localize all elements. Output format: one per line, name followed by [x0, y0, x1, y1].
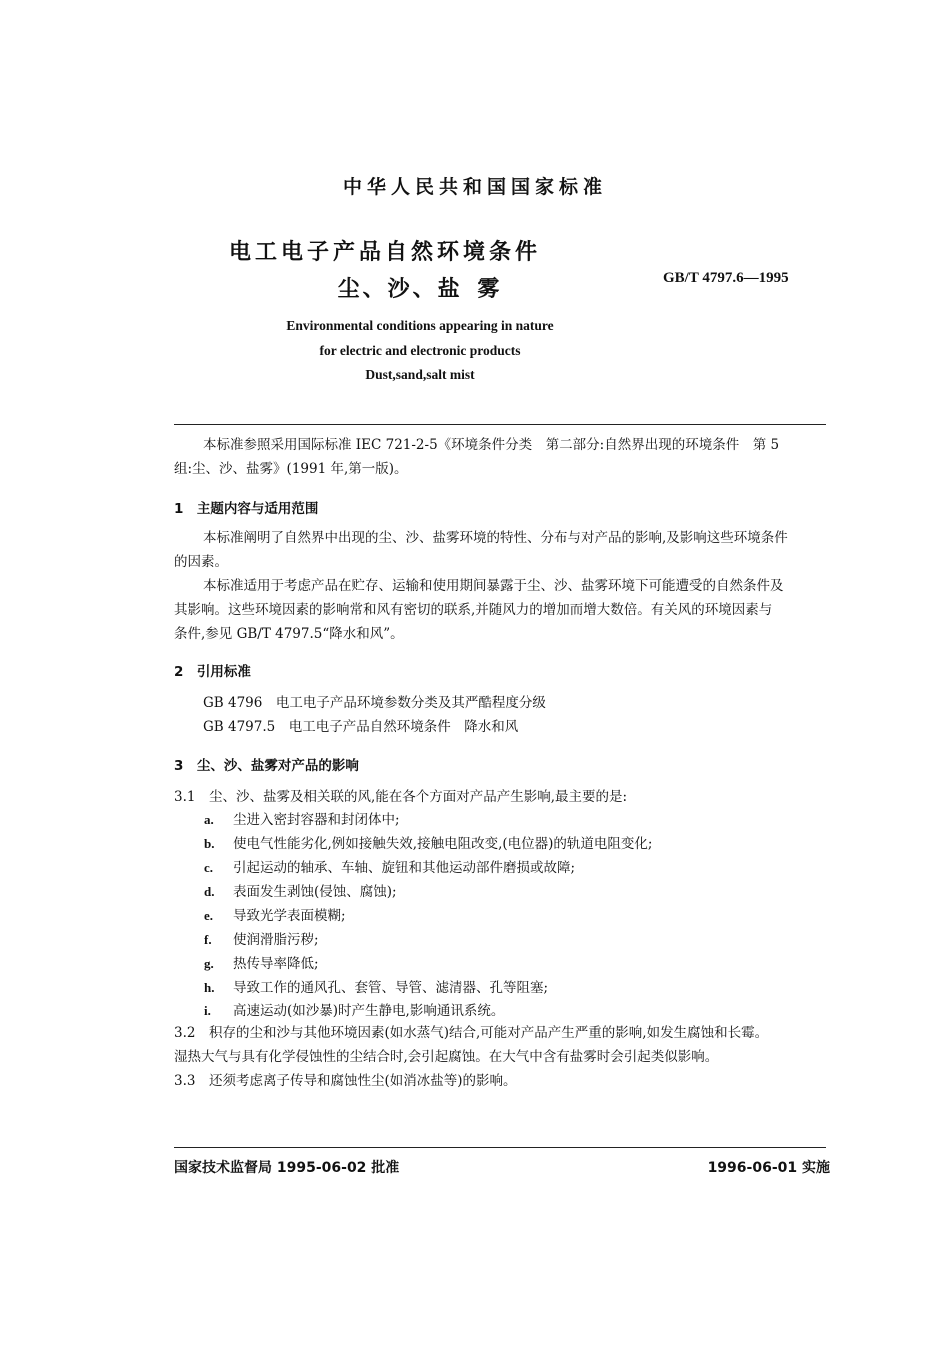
- list-item-marker: g.: [204, 956, 214, 971]
- english-title-line: for electric and electronic products: [319, 343, 521, 358]
- list-item-text: 使电气性能劣化,例如接触失效,接触电阻改变,(电位器)的轨道电阻变化;: [233, 836, 653, 852]
- list-item-text: 使润滑脂污秽;: [233, 932, 319, 948]
- list-item-marker: a.: [204, 812, 214, 827]
- intro-line: 本标准参照采用国际标准 IEC 721-2-5《环境条件分类 第二部分:自然界出现的环境条件 第 5: [203, 437, 780, 453]
- list-item-text: 尘进入密封容器和封闭体中;: [233, 812, 400, 828]
- list-item-marker: f.: [204, 932, 212, 947]
- list-item-text: 高速运动(如沙暴)时产生静电,影响通讯系统。: [233, 1003, 505, 1019]
- paragraph-line: 本标准适用于考虑产品在贮存、运输和使用期间暴露于尘、沙、盐雾环境下可能遭受的自然条件及: [203, 578, 784, 594]
- header-divider: [174, 424, 826, 425]
- list-item-text: 表面发生剥蚀(侵蚀、腐蚀);: [233, 884, 397, 900]
- list-item-marker: b.: [204, 836, 215, 851]
- national-standard-title: 中华人民共和国国家标准: [342, 176, 607, 198]
- document-subtitle: 尘、沙、盐 雾: [337, 277, 503, 302]
- list-item-marker: i.: [204, 1003, 211, 1018]
- english-title-line: Dust,sand,salt mist: [365, 367, 475, 382]
- list-item-marker: e.: [204, 908, 214, 923]
- reference-line: GB 4797.5 电工电子产品自然环境条件 降水和风: [203, 719, 519, 735]
- clause-3-2: 3.2 积存的尘和沙与其他环境因素(如水蒸气)结合,可能对产品产生严重的影响,如发生腐蚀和长霉。: [174, 1025, 769, 1041]
- paragraph-line: 本标准阐明了自然界中出现的尘、沙、盐雾环境的特性、分布与对产品的影响,及影响这些环境条件: [203, 530, 788, 546]
- paragraph-line: 条件,参见 GB/T 4797.5“降水和风”。: [174, 626, 404, 642]
- standard-number: GB/T 4797.6—1995: [663, 270, 789, 286]
- clause-3-1: 3.1 尘、沙、盐雾及相关联的风,能在各个方面对产品产生影响,最主要的是:: [174, 789, 628, 805]
- clause-3-2-continued: 湿热大气与具有化学侵蚀性的尘结合时,会引起腐蚀。在大气中含有盐雾时会引起类似影响。: [174, 1049, 719, 1065]
- section-heading: 1 主题内容与适用范围: [174, 501, 319, 517]
- effective-date: 1996-06-01 实施: [707, 1160, 830, 1176]
- list-item-marker: c.: [204, 860, 214, 875]
- footer-divider: [174, 1147, 826, 1148]
- list-item-marker: h.: [204, 980, 215, 995]
- paragraph-line: 的因素。: [174, 554, 228, 570]
- paragraph-line: 其影响。这些环境因素的影响常和风有密切的联系,并随风力的增加而增大数倍。有关风的环境因素与: [174, 602, 773, 618]
- clause-3-3: 3.3 还须考虑离子传导和腐蚀性尘(如消冰盐等)的影响。: [174, 1073, 517, 1089]
- list-item-text: 热传导率降低;: [233, 956, 319, 972]
- english-title-line: Environmental conditions appearing in nature: [286, 318, 554, 333]
- section-heading: 3 尘、沙、盐雾对产品的影响: [174, 758, 359, 774]
- section-heading: 2 引用标准: [174, 664, 251, 680]
- list-item-marker: d.: [204, 884, 215, 899]
- approval-date: 国家技术监督局 1995-06-02 批准: [174, 1160, 400, 1176]
- document-title: 电工电子产品自然环境条件: [228, 240, 541, 265]
- list-item-text: 导致光学表面模糊;: [233, 908, 346, 924]
- list-item-text: 引起运动的轴承、车轴、旋钮和其他运动部件磨损或故障;: [233, 860, 576, 876]
- list-item-text: 导致工作的通风孔、套管、导管、滤清器、孔等阻塞;: [233, 980, 549, 996]
- intro-line: 组:尘、沙、盐雾》(1991 年,第一版)。: [174, 461, 408, 477]
- reference-line: GB 4796 电工电子产品环境参数分类及其严酷程度分级: [203, 695, 546, 711]
